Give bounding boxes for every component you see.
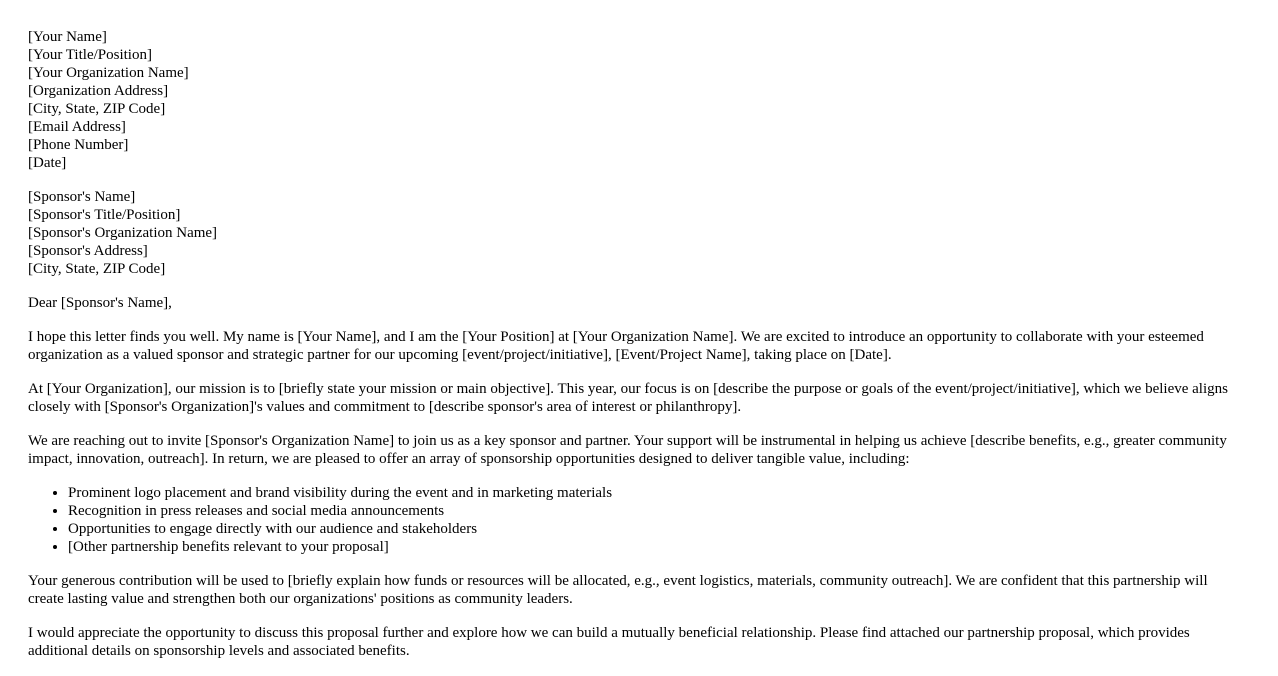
benefits-list <box>28 484 1243 556</box>
list-item: • Prominent logo placement and brand visibility during the event and in marketing materials <box>68 484 1243 502</box>
letter-date: [Date] <box>28 155 67 171</box>
list-item: • Opportunities to engage directly with our audience and stakeholders <box>68 520 1243 538</box>
contribution-paragraph: Your generous contribution will be used to [briefly explain how funds or resources will be allocated, e.g., event logistics, materials, community outreach]. We are confident that this partnership will create lasting value and strengthen both our organizations' positions as community leaders. <box>28 573 1208 607</box>
list-item: • [Other partnership benefits relevant to your proposal] <box>68 538 1243 556</box>
mission-paragraph: At [Your Organization], our mission is to [briefly state your mission or main objective]. This year, our focus is on [describe the purpose or goals of the event/project/initiative], which we believe aligns closely with [Sponsor's Organization]'s values and commitment to [describe sponsor's area of interest or philanthropy]. <box>28 381 1228 415</box>
recipient-name: [Sponsor's Name] <box>28 189 136 205</box>
sender-title: [Your Title/Position] <box>28 47 152 63</box>
sender-block <box>28 28 1243 172</box>
list-item: • Recognition in press releases and social media announcements <box>68 502 1243 520</box>
sender-address: [Organization Address] <box>28 83 169 99</box>
recipient-organization: [Sponsor's Organization Name] <box>28 225 218 241</box>
sender-city-state-zip: [City, State, ZIP Code] <box>28 101 166 117</box>
recipient-address: [Sponsor's Address] <box>28 243 148 259</box>
recipient-block <box>28 188 1243 278</box>
salutation: Dear [Sponsor's Name], <box>28 295 172 311</box>
intro-paragraph: I hope this letter finds you well. My name is [Your Name], and I am the [Your Position] at [Your Organization Name]. We are excited to introduce an opportunity to collaborate with your esteemed organization as a valued sponsor and strategic partner for our upcoming [event/project/initiative], [Event/Project Name], taking place on [Date]. <box>28 329 1204 363</box>
discussion-paragraph: I would appreciate the opportunity to discuss this proposal further and explore how we can build a mutually beneficial relationship. Please find attached our partnership proposal, which provides additional details on sponsorship levels and associated benefits. <box>28 625 1190 659</box>
letter-document <box>28 28 1243 676</box>
recipient-city-state-zip: [City, State, ZIP Code] <box>28 261 166 277</box>
invitation-paragraph: We are reaching out to invite [Sponsor's Organization Name] to join us as a key sponsor and partner. Your support will be instrumental in helping us achieve [describe benefits, e.g., greater community impact, innovation, outreach]. In return, we are pleased to offer an array of sponsorship opportunities designed to deliver tangible value, including: <box>28 433 1227 467</box>
sender-name: [Your Name] <box>28 29 107 45</box>
sender-organization: [Your Organization Name] <box>28 65 189 81</box>
sender-email: [Email Address] <box>28 119 126 135</box>
recipient-title: [Sponsor's Title/Position] <box>28 207 181 223</box>
sender-phone: [Phone Number] <box>28 137 129 153</box>
